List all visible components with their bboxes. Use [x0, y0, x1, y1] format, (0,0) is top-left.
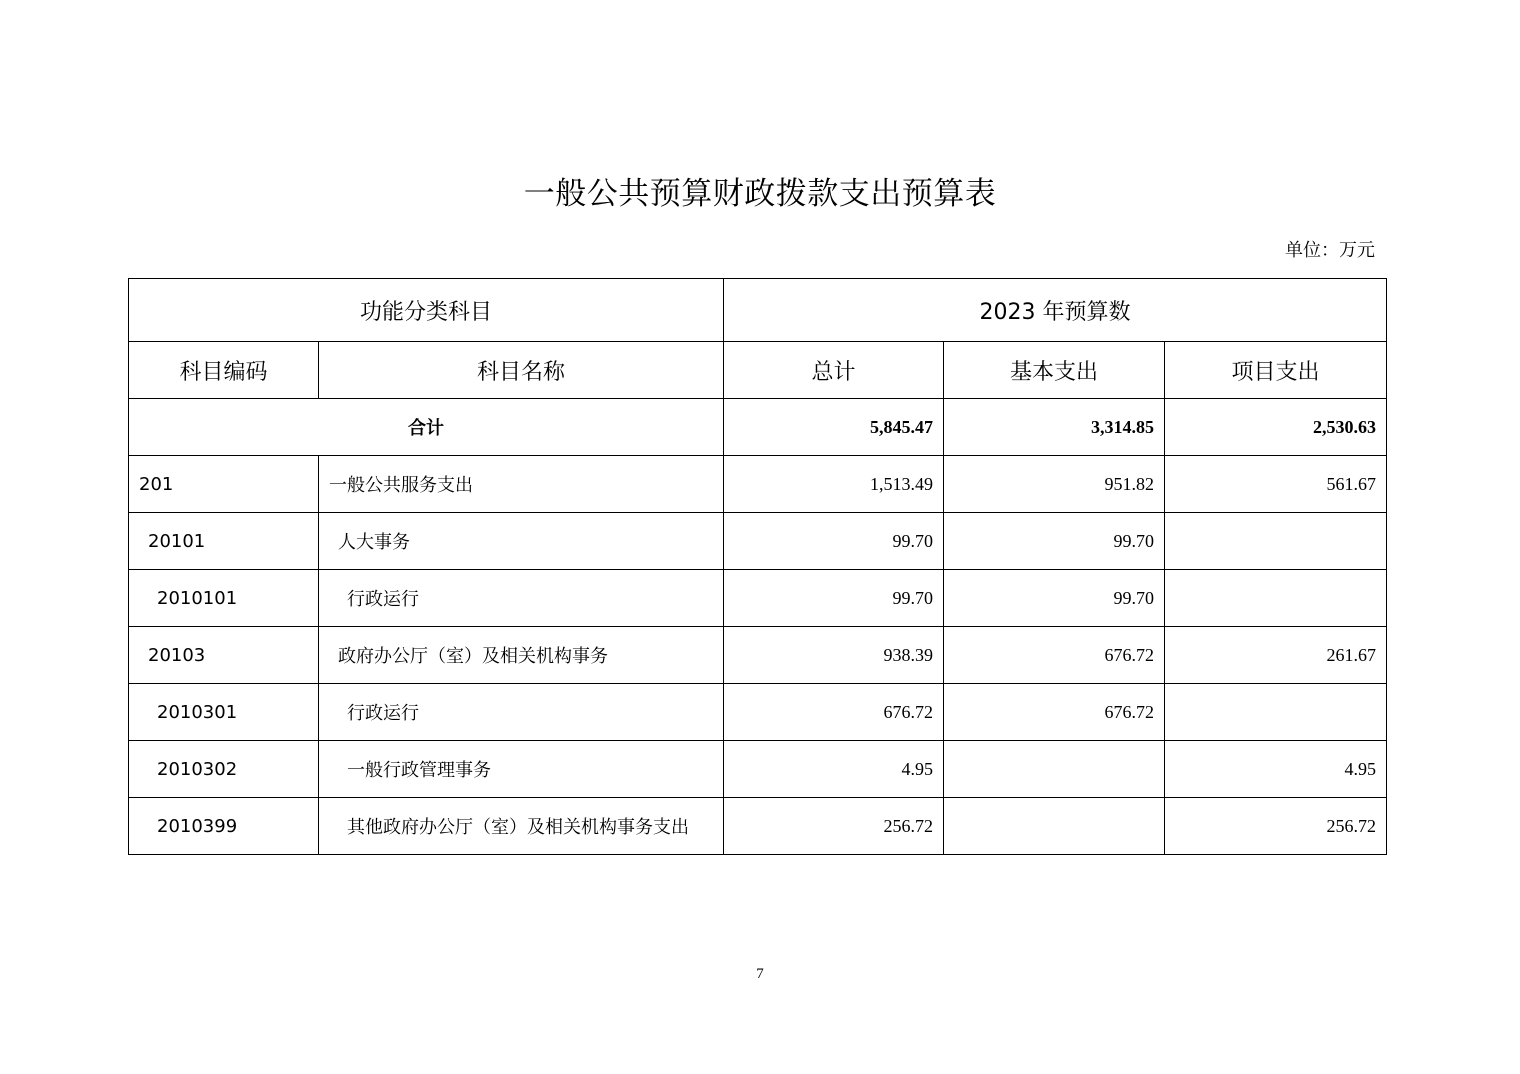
row-project: 256.72: [1165, 798, 1387, 855]
row-total: 256.72: [724, 798, 944, 855]
page-title: 一般公共预算财政拨款支出预算表: [523, 176, 997, 212]
row-code: 2010399: [129, 798, 319, 855]
row-name: 一般公共服务支出: [319, 456, 724, 513]
header-code: 科目编码: [129, 342, 319, 399]
row-basic: [944, 798, 1165, 855]
row-code: 201: [129, 456, 319, 513]
table-row: [129, 627, 1387, 684]
row-code: 20101: [129, 513, 319, 570]
header-name: 科目名称: [319, 342, 724, 399]
total-project: 2,530.63: [1165, 399, 1387, 456]
row-total: 4.95: [724, 741, 944, 798]
row-project: 561.67: [1165, 456, 1387, 513]
row-name: 行政运行: [319, 570, 724, 627]
row-name: 政府办公厅（室）及相关机构事务: [319, 627, 724, 684]
total-total: 5,845.47: [724, 399, 944, 456]
row-total: 1,513.49: [724, 456, 944, 513]
row-project: 261.67: [1165, 627, 1387, 684]
row-basic: 99.70: [944, 513, 1165, 570]
table-row: [129, 684, 1387, 741]
budget-table: [128, 278, 1387, 855]
row-project: [1165, 513, 1387, 570]
row-name: 行政运行: [319, 684, 724, 741]
total-label: 合计: [129, 399, 724, 456]
row-total: 676.72: [724, 684, 944, 741]
row-total: 99.70: [724, 513, 944, 570]
row-code: 2010302: [129, 741, 319, 798]
row-code: 2010301: [129, 684, 319, 741]
row-basic: 951.82: [944, 456, 1165, 513]
row-name: 人大事务: [319, 513, 724, 570]
header-function-category: 功能分类科目: [129, 279, 724, 342]
row-basic: 676.72: [944, 627, 1165, 684]
table-header-group-row: [129, 279, 1387, 342]
header-project: 项目支出: [1165, 342, 1387, 399]
row-name: 其他政府办公厅（室）及相关机构事务支出: [319, 798, 724, 855]
table-row: [129, 570, 1387, 627]
row-basic: 676.72: [944, 684, 1165, 741]
row-basic: 99.70: [944, 570, 1165, 627]
table-row: [129, 741, 1387, 798]
row-total: 938.39: [724, 627, 944, 684]
total-basic: 3,314.85: [944, 399, 1165, 456]
table-row: [129, 513, 1387, 570]
row-project: [1165, 684, 1387, 741]
row-project: [1165, 570, 1387, 627]
table-row: [129, 456, 1387, 513]
header-total: 总计: [724, 342, 944, 399]
total-row: [129, 399, 1387, 456]
row-code: 20103: [129, 627, 319, 684]
unit-label: 单位：万元: [1285, 240, 1375, 261]
row-name: 一般行政管理事务: [319, 741, 724, 798]
header-budget-year: 2023 年预算数: [724, 279, 1387, 342]
table-header-row: [129, 342, 1387, 399]
page-number: 7: [756, 966, 764, 982]
row-code: 2010101: [129, 570, 319, 627]
header-basic: 基本支出: [944, 342, 1165, 399]
row-basic: [944, 741, 1165, 798]
row-project: 4.95: [1165, 741, 1387, 798]
row-total: 99.70: [724, 570, 944, 627]
table-row: [129, 798, 1387, 855]
